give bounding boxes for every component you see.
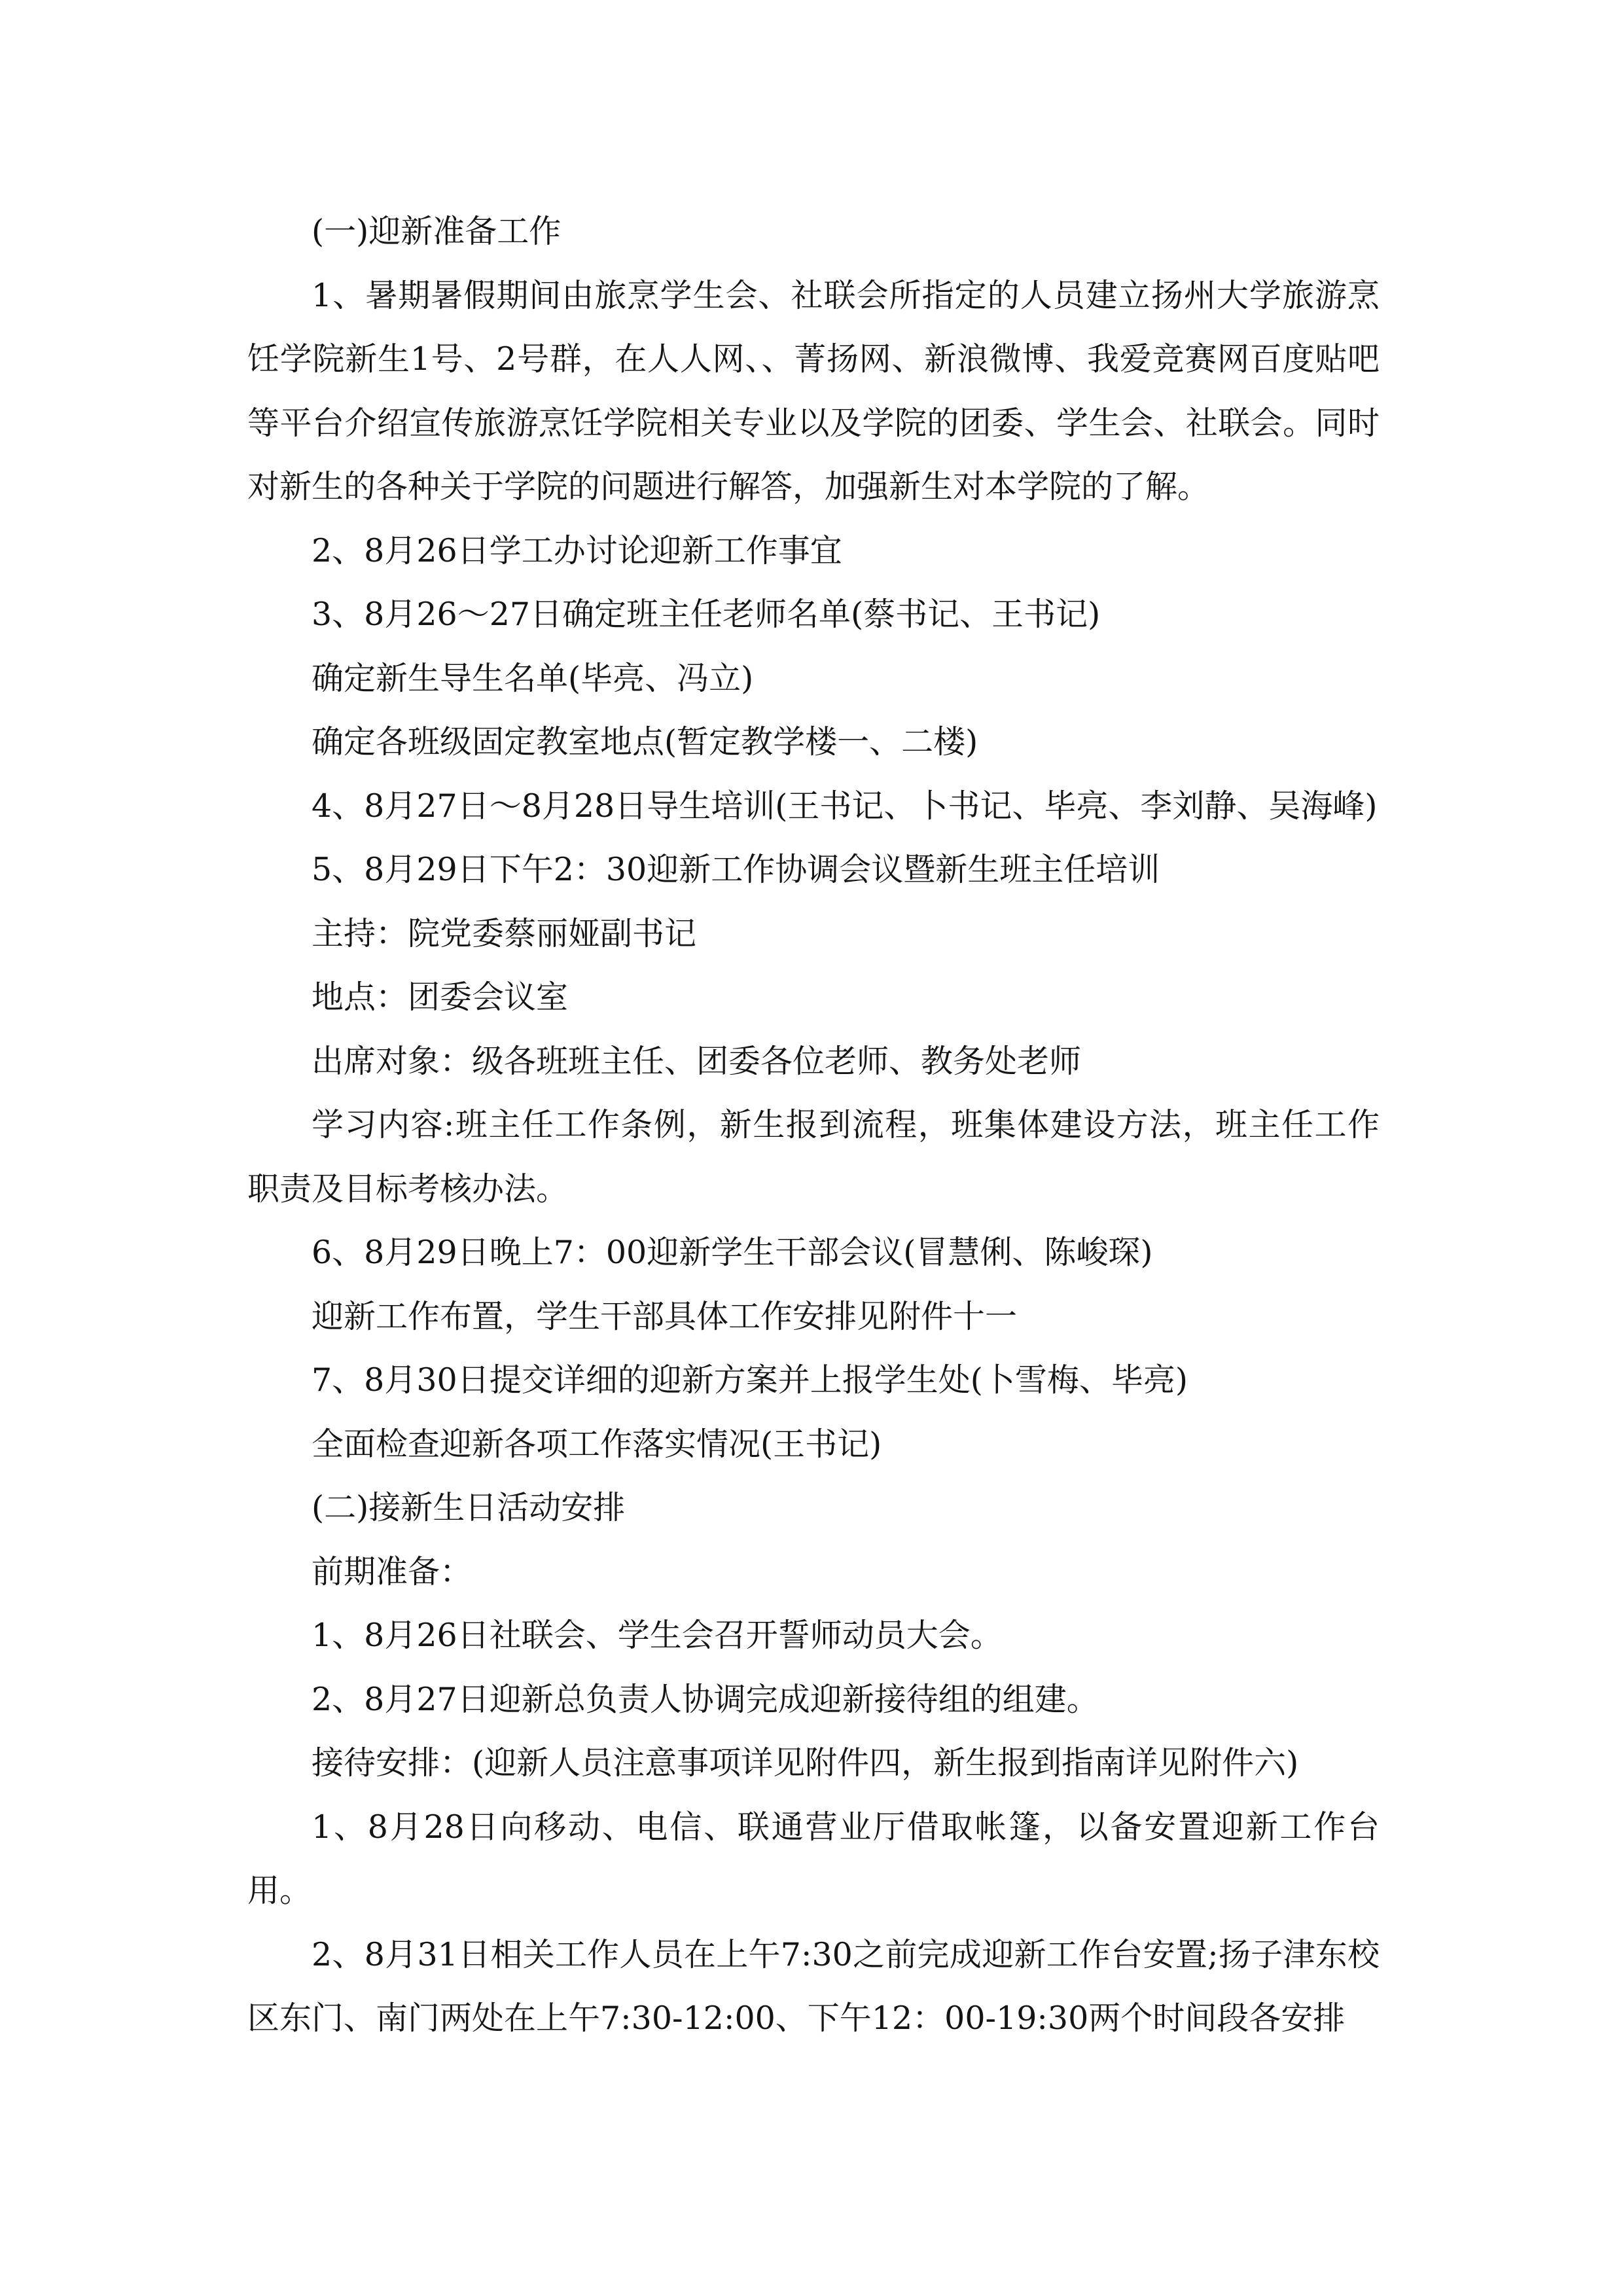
paragraph: 迎新工作布置，学生干部具体工作安排见附件十一: [312, 1297, 1018, 1335]
paragraph: 地点：团委会议室: [312, 978, 569, 1016]
paragraph: 2、8月27日迎新总负责人协调完成迎新接待组的组建。: [312, 1680, 1099, 1718]
document-body: [247, 200, 1380, 2051]
paragraph: 确定新生导生名单(毕亮、冯立): [312, 659, 754, 697]
paragraph: 7、8月30日提交详细的迎新方案并上报学生处(卜雪梅、毕亮): [312, 1361, 1188, 1399]
paragraph: 2、8月26日学工办讨论迎新工作事宜: [312, 531, 842, 569]
paragraph: 1、8月26日社联会、学生会召开誓师动员大会。: [312, 1617, 1003, 1654]
section-heading-arrival-day: (二)接新生日活动安排: [312, 1489, 626, 1526]
paragraph: 出席对象：级各班班主任、团委各位老师、教务处老师: [312, 1042, 1082, 1080]
paragraph: 2、8月31日相关工作人员在上午7:30之前完成迎新工作台安置;扬子津东校区东门、南门两处在上午7:30-12:00、下午12：00-19:30两个时间段各安排: [247, 1935, 1380, 2037]
section-heading-preparation: (一)迎新准备工作: [312, 213, 562, 250]
paragraph: 接待安排：(迎新人员注意事项详见附件四，新生报到指南详见附件六): [312, 1744, 1299, 1782]
paragraph: 3、8月26～27日确定班主任老师名单(蔡书记、王书记): [312, 596, 1101, 633]
paragraph: 确定各班级固定教室地点(暂定教学楼一、二楼): [312, 723, 978, 761]
paragraph: 全面检查迎新各项工作落实情况(王书记): [312, 1425, 882, 1463]
paragraph: 4、8月27日～8月28日导生培训(王书记、卜书记、毕亮、李刘静、吴海峰): [312, 787, 1378, 825]
paragraph: 5、8月29日下午2：30迎新工作协调会议暨新生班主任培训: [312, 851, 1160, 888]
paragraph: 前期准备：: [312, 1552, 473, 1590]
paragraph: 1、8月28日向移动、电信、联通营业厅借取帐篷，以备安置迎新工作台用。: [247, 1808, 1380, 1909]
paragraph: 学习内容:班主任工作条例，新生报到流程，班集体建设方法，班主任工作职责及目标考核办法。: [247, 1106, 1380, 1208]
paragraph: 6、8月29日晚上7：00迎新学生干部会议(冒慧俐、陈峻琛): [312, 1234, 1153, 1271]
paragraph: 1、暑期暑假期间由旅烹学生会、社联会所指定的人员建立扬州大学旅游烹饪学院新生1号、2号群，在人人网、、菁扬网、新浪微博、我爱竞赛网百度贴吧等平台介绍宣传旅游烹饪学院相关专业以及学院的团委、学生会、社联会。同时对新生的各种关于学院的问题进行解答，加强新生对本学院的了解。: [247, 276, 1380, 505]
paragraph: 主持：院党委蔡丽娅副书记: [312, 914, 697, 952]
